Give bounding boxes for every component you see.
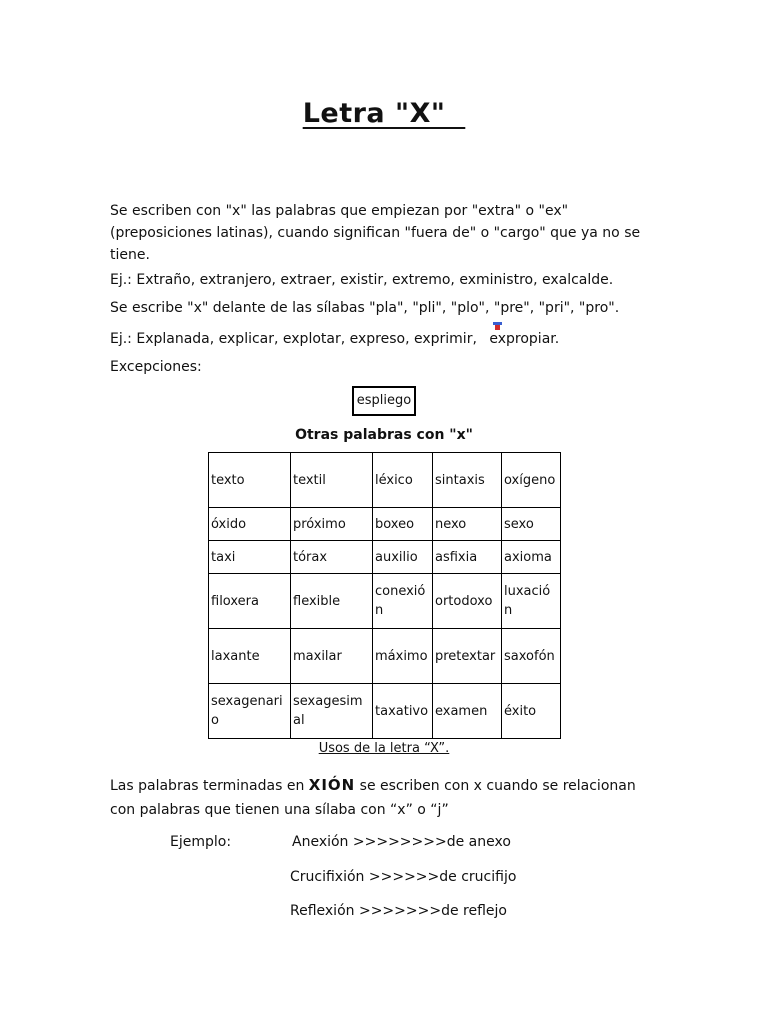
table-cell: taxi bbox=[209, 541, 291, 574]
xion-rule bbox=[110, 773, 650, 822]
exception-word-box bbox=[352, 386, 416, 416]
page-title-text: Letra "X" bbox=[302, 98, 466, 129]
page-title bbox=[0, 98, 768, 129]
table-row bbox=[209, 541, 561, 574]
table-cell: boxeo bbox=[373, 508, 433, 541]
table-cell: conexión bbox=[373, 574, 433, 629]
table-cell: máximo bbox=[373, 629, 433, 684]
xion-rule-before: Las palabras terminadas en bbox=[110, 778, 309, 794]
table-cell: texto bbox=[209, 453, 291, 508]
table-cell: léxico bbox=[373, 453, 433, 508]
table-cell: filoxera bbox=[209, 574, 291, 629]
table-row bbox=[209, 453, 561, 508]
rule-2: Se escribe "x" delante de las sílabas "pla", "pli", "plo", "pre", "pri", "pro". bbox=[110, 300, 620, 316]
table-cell: próximo bbox=[291, 508, 373, 541]
table-cell: sintaxis bbox=[433, 453, 502, 508]
table-cell: pretextar bbox=[433, 629, 502, 684]
bookmark-icon bbox=[493, 322, 502, 330]
table-cell: laxante bbox=[209, 629, 291, 684]
table-cell: sexagesimal bbox=[291, 684, 373, 739]
table-cell: asfixia bbox=[433, 541, 502, 574]
xion-highlight: XIÓN bbox=[308, 776, 356, 794]
example-item-3: Reflexión >>>>>>>de reflejo bbox=[290, 903, 507, 919]
intro-paragraph: Se escriben con "x" las palabras que empiezan por "extra" o "ex" (preposiciones latinas), cuando significan "fuera de" o "cargo" que ya no se tiene. bbox=[110, 203, 641, 263]
table-row bbox=[209, 629, 561, 684]
example-item-2: Crucifixión >>>>>>de crucifijo bbox=[290, 869, 517, 885]
table-row bbox=[209, 508, 561, 541]
example-item-1: Anexión >>>>>>>>de anexo bbox=[292, 834, 511, 850]
table-cell: sexagenario bbox=[209, 684, 291, 739]
table-cell: textil bbox=[291, 453, 373, 508]
words-table bbox=[208, 452, 561, 739]
example-2 bbox=[110, 328, 650, 350]
table-cell: flexible bbox=[291, 574, 373, 629]
table-cell: saxofón bbox=[502, 629, 561, 684]
table-row bbox=[209, 684, 561, 739]
table-cell: auxilio bbox=[373, 541, 433, 574]
table-row bbox=[209, 574, 561, 629]
table-cell: óxido bbox=[209, 508, 291, 541]
example-2-tail: expropiar. bbox=[489, 331, 560, 347]
table-cell: maxilar bbox=[291, 629, 373, 684]
table-cell: éxito bbox=[502, 684, 561, 739]
example-1: Ej.: Extraño, extranjero, extraer, existir, extremo, exministro, exalcalde. bbox=[110, 272, 614, 288]
table-cell: nexo bbox=[433, 508, 502, 541]
table-cell: tórax bbox=[291, 541, 373, 574]
table-cell: taxativo bbox=[373, 684, 433, 739]
exceptions-label: Excepciones: bbox=[110, 359, 202, 375]
table-cell: axioma bbox=[502, 541, 561, 574]
table-cell: oxígeno bbox=[502, 453, 561, 508]
table-cell: examen bbox=[433, 684, 502, 739]
usos-title: Usos de la letra “X”. bbox=[318, 741, 450, 756]
table-cell: ortodoxo bbox=[433, 574, 502, 629]
example-2-text: Ej.: Explanada, explicar, explotar, expreso, exprimir, bbox=[110, 331, 477, 347]
exception-word: espliego bbox=[356, 393, 412, 408]
table-cell: luxación bbox=[502, 574, 561, 629]
table-caption: Otras palabras con "x" bbox=[295, 427, 473, 443]
example-label: Ejemplo: bbox=[170, 834, 232, 850]
table-cell: sexo bbox=[502, 508, 561, 541]
xion-rule-after: se escriben con x cuando se relacionan con palabras que tienen una sílaba con “x” o “j” bbox=[110, 778, 636, 818]
